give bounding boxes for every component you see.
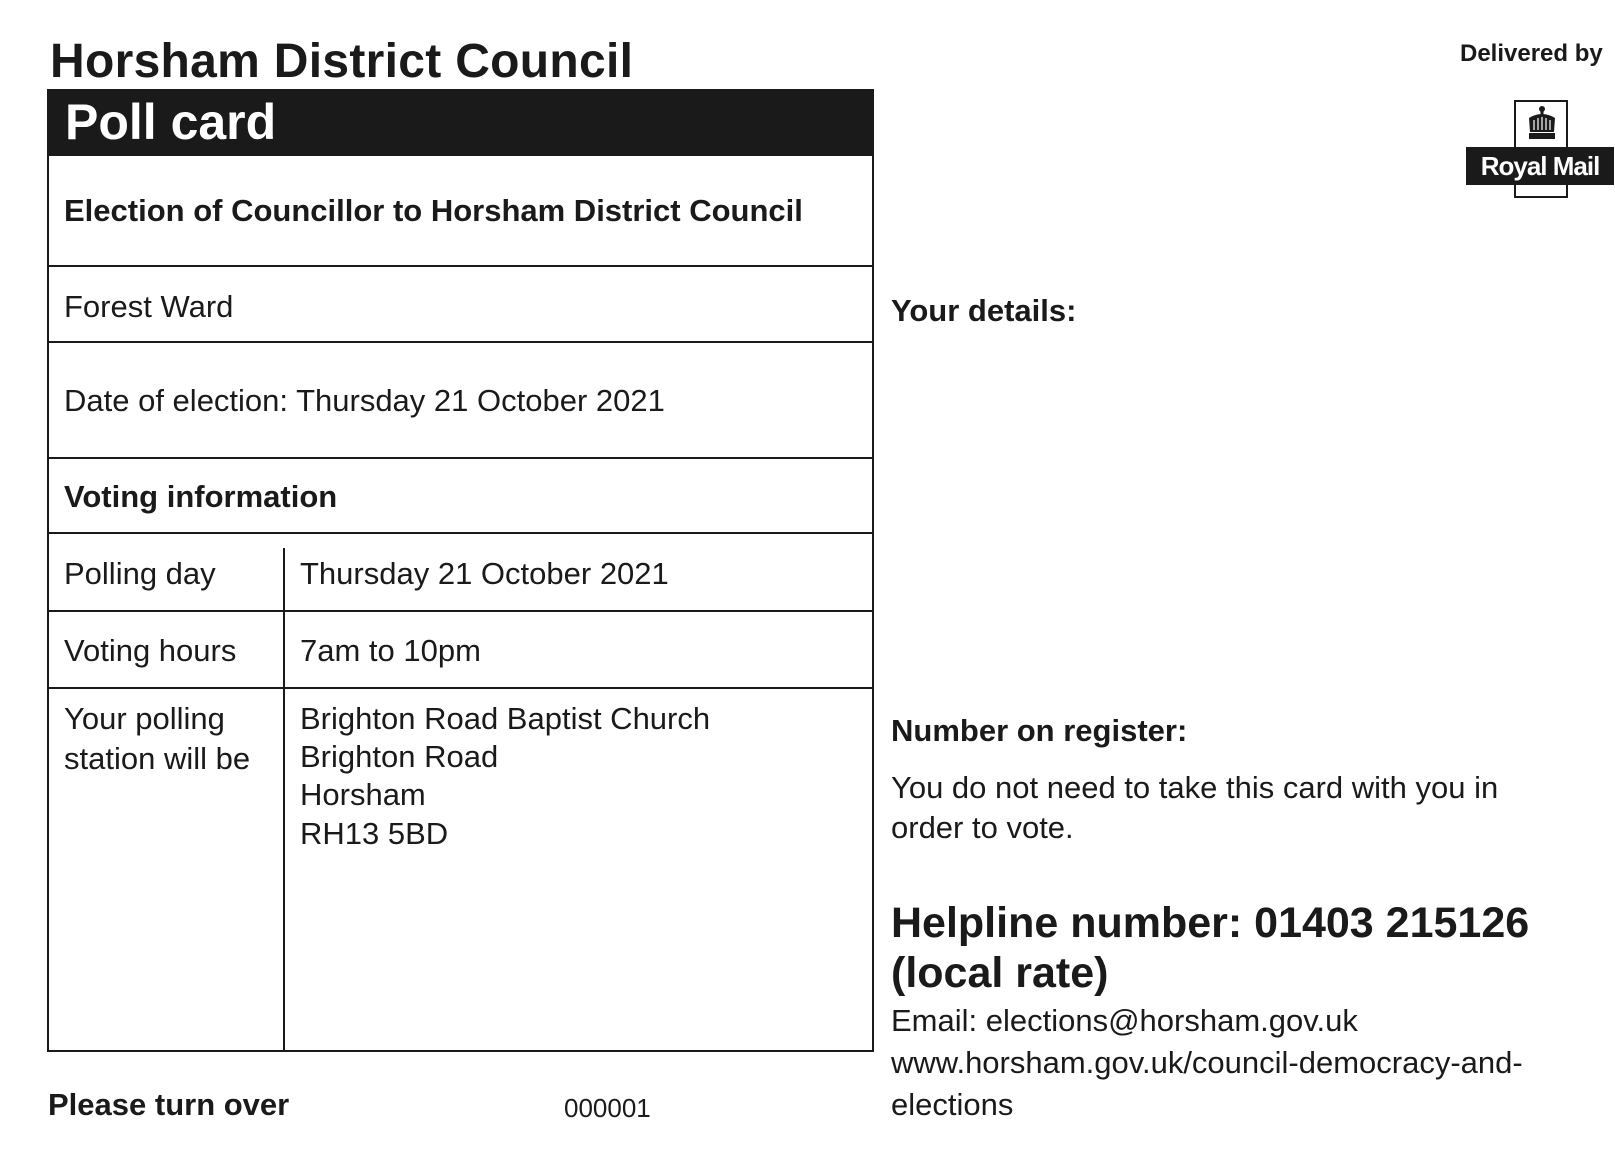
serial-number: 000001 <box>564 1093 651 1123</box>
note-line: You do not need to take this card with you in <box>891 770 1499 805</box>
contact-website: www.horsham.gov.uk/council-democracy-and- <box>891 1045 1523 1080</box>
divider <box>49 610 872 612</box>
contact-email: Email: elections@horsham.gov.uk <box>891 1003 1358 1038</box>
divider <box>49 265 872 267</box>
voting-information-heading: Voting information <box>64 479 338 514</box>
contact-block <box>891 1000 1611 1126</box>
helpline-number: Helpline number: 01403 215126 <box>891 899 1530 947</box>
card-not-required-note <box>891 768 1591 848</box>
helpline-block <box>891 898 1591 998</box>
council-name: Horsham District Council <box>50 35 634 88</box>
polling-station-address-line: Horsham <box>300 777 426 812</box>
polling-day-label: Polling day <box>64 556 216 591</box>
polling-day-value: Thursday 21 October 2021 <box>300 556 669 591</box>
delivered-by-label: Delivered by <box>1460 40 1603 67</box>
royal-mail-logo <box>1466 100 1615 200</box>
polling-station-label-line2: station will be <box>64 741 251 776</box>
divider <box>49 341 872 343</box>
divider <box>49 457 872 459</box>
polling-station-postcode: RH13 5BD <box>300 816 449 851</box>
date-of-election: Date of election: Thursday 21 October 2021 <box>64 383 665 418</box>
voting-hours-label: Voting hours <box>64 633 237 668</box>
election-title: Election of Councillor to Horsham District Council <box>64 193 803 228</box>
crown-icon <box>1524 104 1560 144</box>
please-turn-over: Please turn over <box>48 1087 290 1122</box>
divider <box>49 532 872 534</box>
polling-station-address-line: Brighton Road Baptist Church <box>300 701 711 736</box>
voting-hours-value: 7am to 10pm <box>300 633 481 668</box>
poll-card-panel <box>47 89 874 1052</box>
divider <box>49 687 872 689</box>
your-details-heading: Your details: <box>891 293 1077 328</box>
note-line: order to vote. <box>891 810 1074 845</box>
table-column-divider <box>283 548 285 1052</box>
royal-mail-wordmark: Royal Mail <box>1466 147 1614 185</box>
polling-station-address-line: Brighton Road <box>300 739 499 774</box>
poll-card-title: Poll card <box>49 91 872 156</box>
polling-station-label-line1: Your polling <box>64 701 225 736</box>
ward-name: Forest Ward <box>64 289 234 324</box>
helpline-rate: (local rate) <box>891 949 1109 997</box>
number-on-register-label: Number on register: <box>891 713 1188 748</box>
contact-website-continued: elections <box>891 1087 1014 1122</box>
